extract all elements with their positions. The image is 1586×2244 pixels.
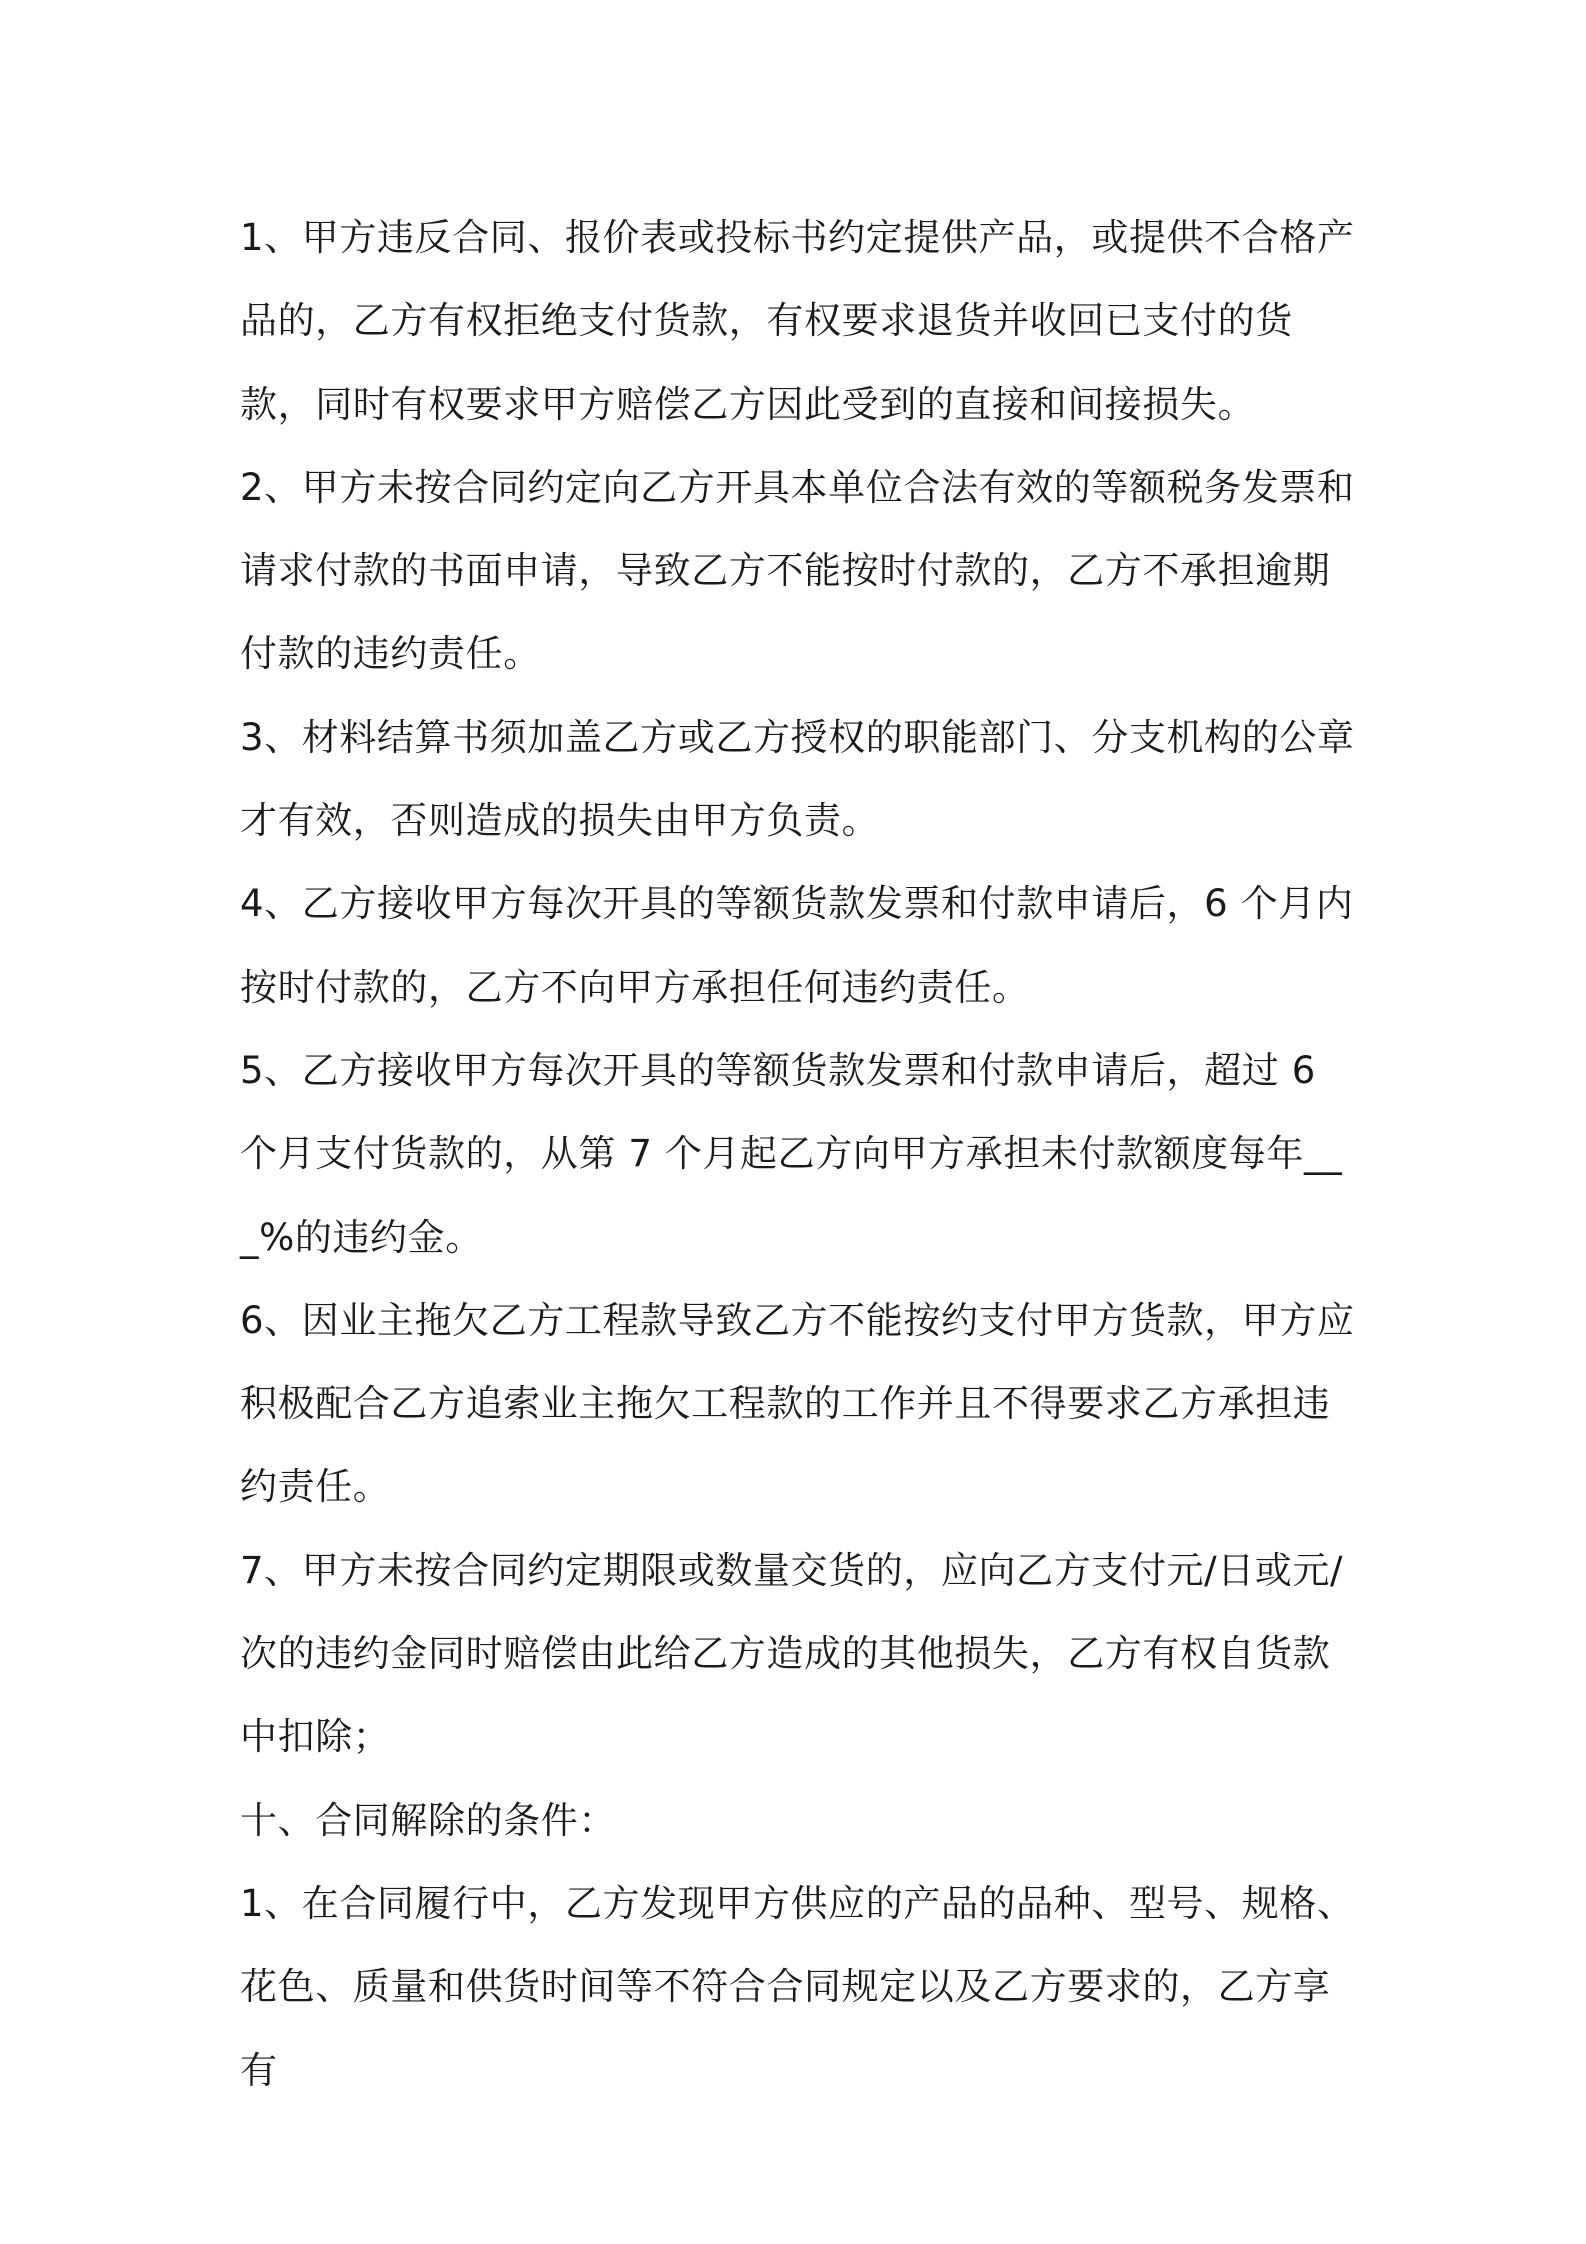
clause-1-breach-product: 1、甲方违反合同、报价表或投标书约定提供产品，或提供不合格产品的，乙方有权拒绝支付货款，有权要求退货并收回已支付的货款，同时有权要求甲方赔偿乙方因此受到的直接和间接损失。: [240, 216, 1355, 426]
section-heading-termination: 十、合同解除的条件：: [240, 1798, 616, 1842]
clause-4-payment-within-6-months: 4、乙方接收甲方每次开具的等额货款发票和付款申请后，6 个月内按时付款的，乙方不向甲方承担任何违约责任。: [240, 882, 1354, 1009]
clause-7-late-delivery: 7、甲方未按合同约定期限或数量交货的，应向乙方支付元/日或元/次的违约金同时赔偿由此给乙方造成的其他损失，乙方有权自货款中扣除；: [240, 1548, 1344, 1759]
clause-3-settlement-seal: 3、材料结算书须加盖乙方或乙方授权的职能部门、分支机构的公章才有效，否则造成的损失由甲方负责。: [240, 715, 1355, 843]
clause-6-owner-arrears: 6、因业主拖欠乙方工程款导致乙方不能按约支付甲方货款，甲方应积极配合乙方追索业主拖欠工程款的工作并且不得要求乙方承担违约责任。: [240, 1298, 1355, 1509]
clause-2-invoice: 2、甲方未按合同约定向乙方开具本单位合法有效的等额税务发票和请求付款的书面申请，导致乙方不能按时付款的，乙方不承担逾期付款的违约责任。: [240, 465, 1355, 676]
termination-clause-1: 1、在合同履行中，乙方发现甲方供应的产品的品种、型号、规格、花色、质量和供货时间等不符合合同规定以及乙方要求的，乙方享有: [240, 1881, 1355, 2092]
document-body: [240, 196, 1360, 2112]
clause-5-late-payment-penalty: 5、乙方接收甲方每次开具的等额货款发票和付款申请后，超过 6 个月支付货款的，从第 7 个月起乙方向甲方承担未付款额度每年___%的违约金。: [240, 1048, 1343, 1259]
